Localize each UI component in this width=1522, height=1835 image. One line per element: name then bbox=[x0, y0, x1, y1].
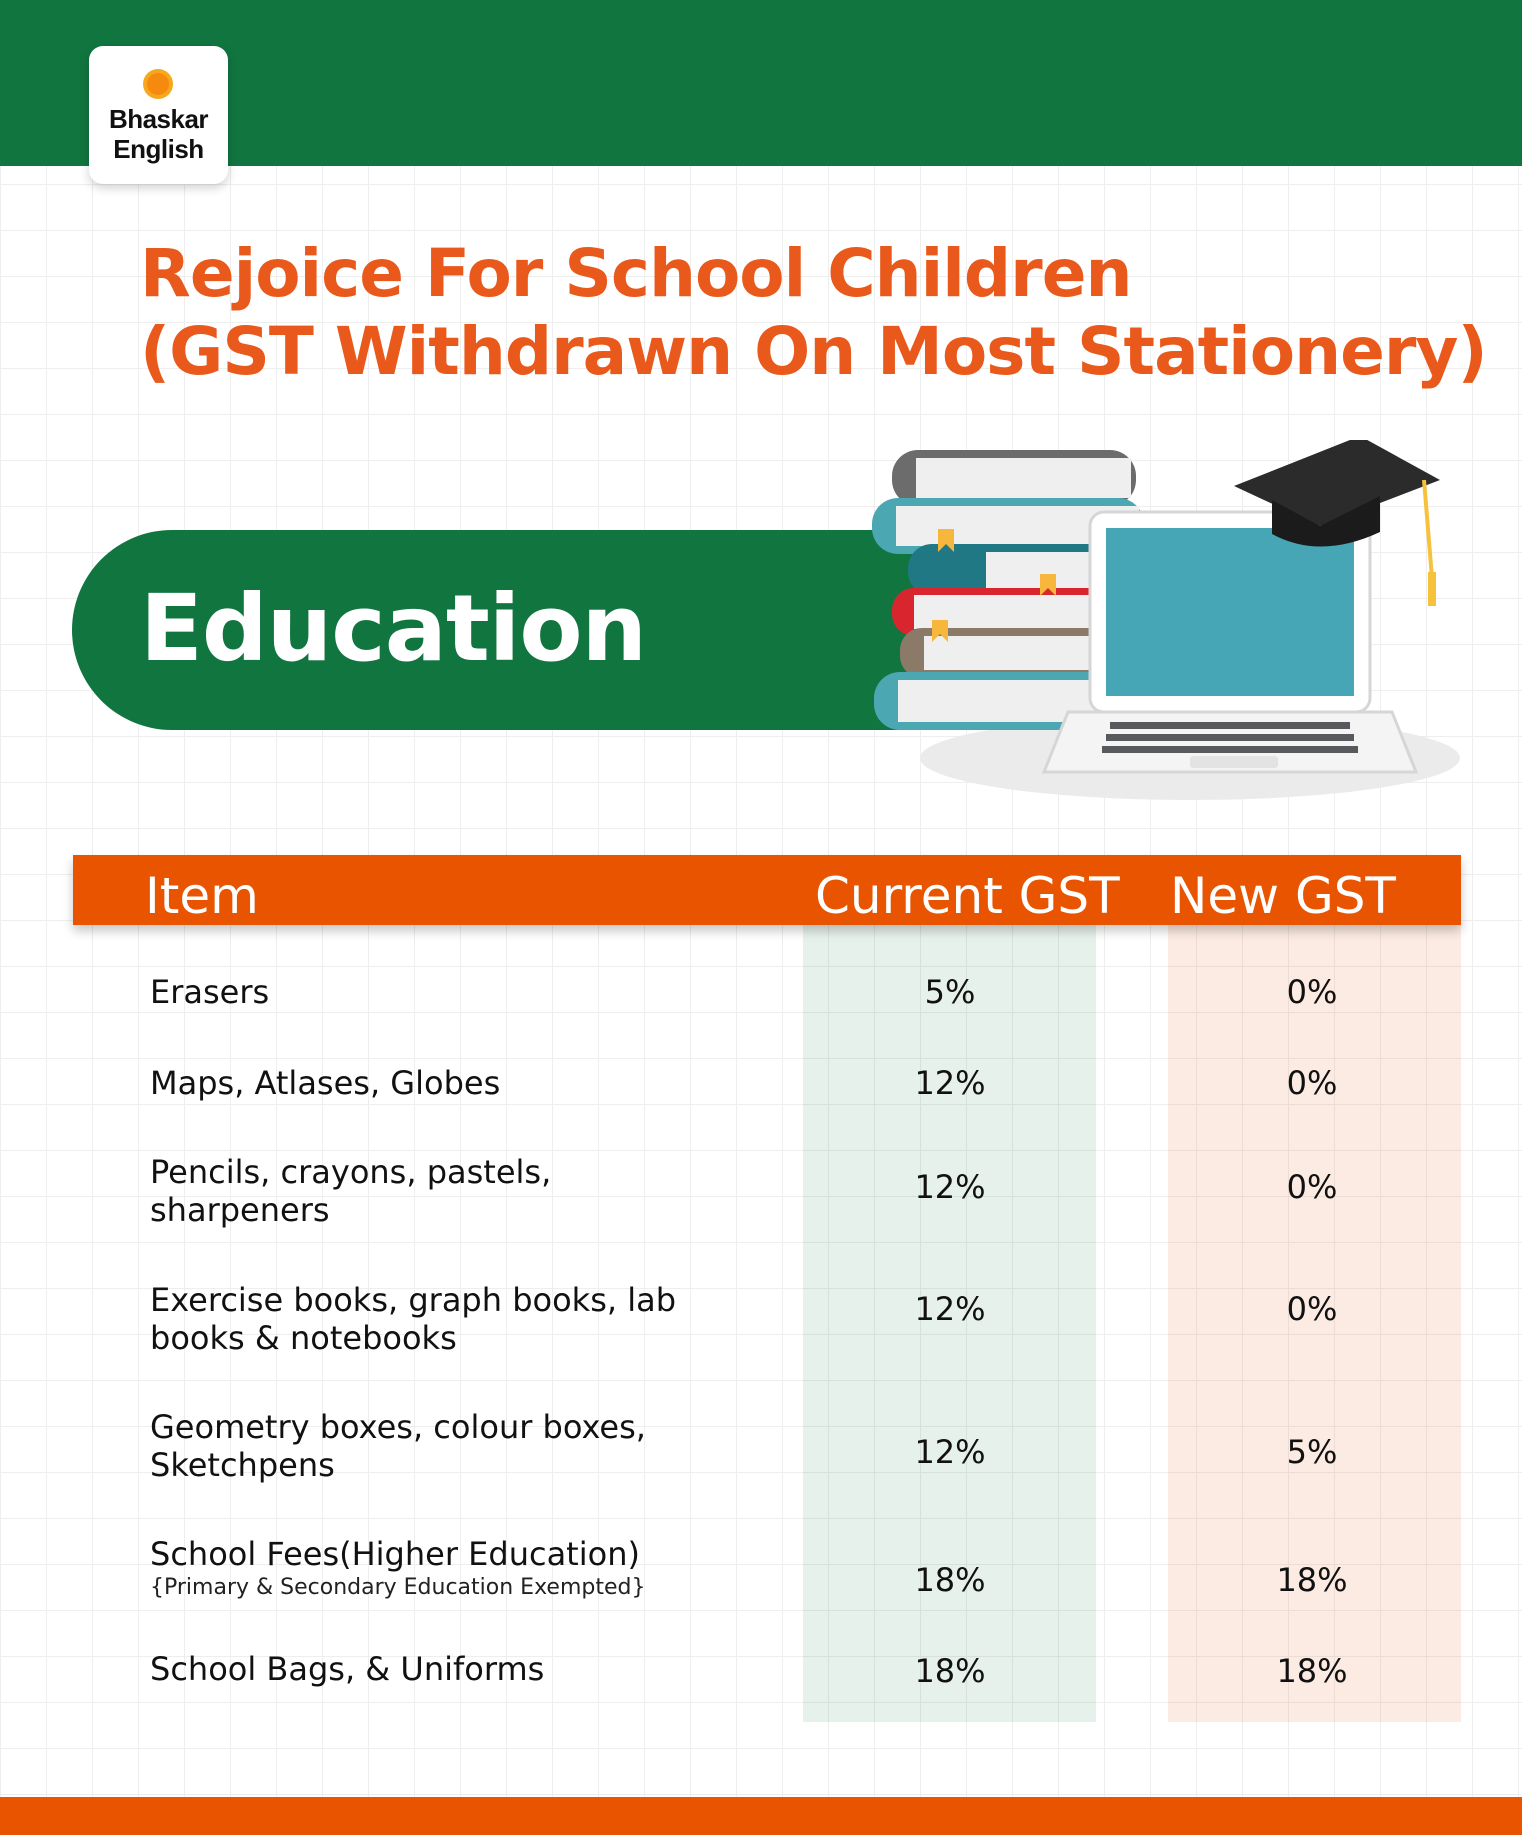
item-label-cont: books & notebooks bbox=[150, 1319, 457, 1357]
new-gst-value: 18% bbox=[1276, 1561, 1348, 1599]
current-gst-value: 18% bbox=[914, 1652, 986, 1690]
table-row-item bbox=[150, 1408, 750, 1484]
current-gst-value: 12% bbox=[914, 1433, 986, 1471]
header-new-gst: New GST bbox=[1170, 867, 1396, 925]
table-row-item bbox=[150, 973, 750, 1011]
item-label: Erasers bbox=[150, 973, 270, 1011]
item-label: Maps, Atlases, Globes bbox=[150, 1064, 501, 1102]
item-label-cont: sharpeners bbox=[150, 1191, 330, 1229]
new-gst-value: 0% bbox=[1286, 973, 1338, 1011]
new-gst-value: 18% bbox=[1276, 1652, 1348, 1690]
table-row-item bbox=[150, 1535, 750, 1603]
current-gst-value: 12% bbox=[914, 1168, 986, 1206]
new-gst-value: 0% bbox=[1286, 1168, 1338, 1206]
table-row-item bbox=[150, 1281, 750, 1357]
sun-icon bbox=[140, 66, 176, 102]
laptop-icon bbox=[1044, 512, 1416, 772]
bottom-banner bbox=[0, 1797, 1522, 1835]
current-gst-value: 5% bbox=[924, 973, 976, 1011]
new-gst-value: 0% bbox=[1286, 1290, 1338, 1328]
section-title: Education bbox=[140, 575, 647, 682]
item-label: Pencils, crayons, pastels, bbox=[150, 1153, 552, 1191]
item-label: Geometry boxes, colour boxes, bbox=[150, 1408, 646, 1446]
table-row-item bbox=[150, 1650, 750, 1688]
brand-name-line2: English bbox=[113, 134, 204, 164]
item-label: School Fees(Higher Education) bbox=[150, 1535, 640, 1573]
brand-logo[interactable] bbox=[89, 46, 228, 184]
table-row-item bbox=[150, 1153, 750, 1229]
current-gst-value: 12% bbox=[914, 1290, 986, 1328]
table-row-item bbox=[150, 1064, 750, 1102]
new-gst-value: 5% bbox=[1286, 1433, 1338, 1471]
item-label-cont: Sketchpens bbox=[150, 1446, 335, 1484]
page-title-line2: (GST Withdrawn On Most Stationery) bbox=[140, 313, 1487, 390]
current-gst-value: 18% bbox=[914, 1561, 986, 1599]
brand-name-line1: Bhaskar bbox=[108, 104, 209, 134]
new-gst-value: 0% bbox=[1286, 1064, 1338, 1102]
item-note: {Primary & Secondary Education Exempted} bbox=[150, 1575, 646, 1600]
item-label: School Bags, & Uniforms bbox=[150, 1650, 545, 1688]
top-banner bbox=[0, 0, 1522, 166]
header-item: Item bbox=[145, 867, 259, 925]
education-illustration bbox=[820, 440, 1460, 820]
item-label: Exercise books, graph books, lab bbox=[150, 1281, 677, 1319]
page-title-line1: Rejoice For School Children bbox=[140, 235, 1132, 312]
header-current-gst: Current GST bbox=[815, 867, 1120, 925]
current-gst-value: 12% bbox=[914, 1064, 986, 1102]
